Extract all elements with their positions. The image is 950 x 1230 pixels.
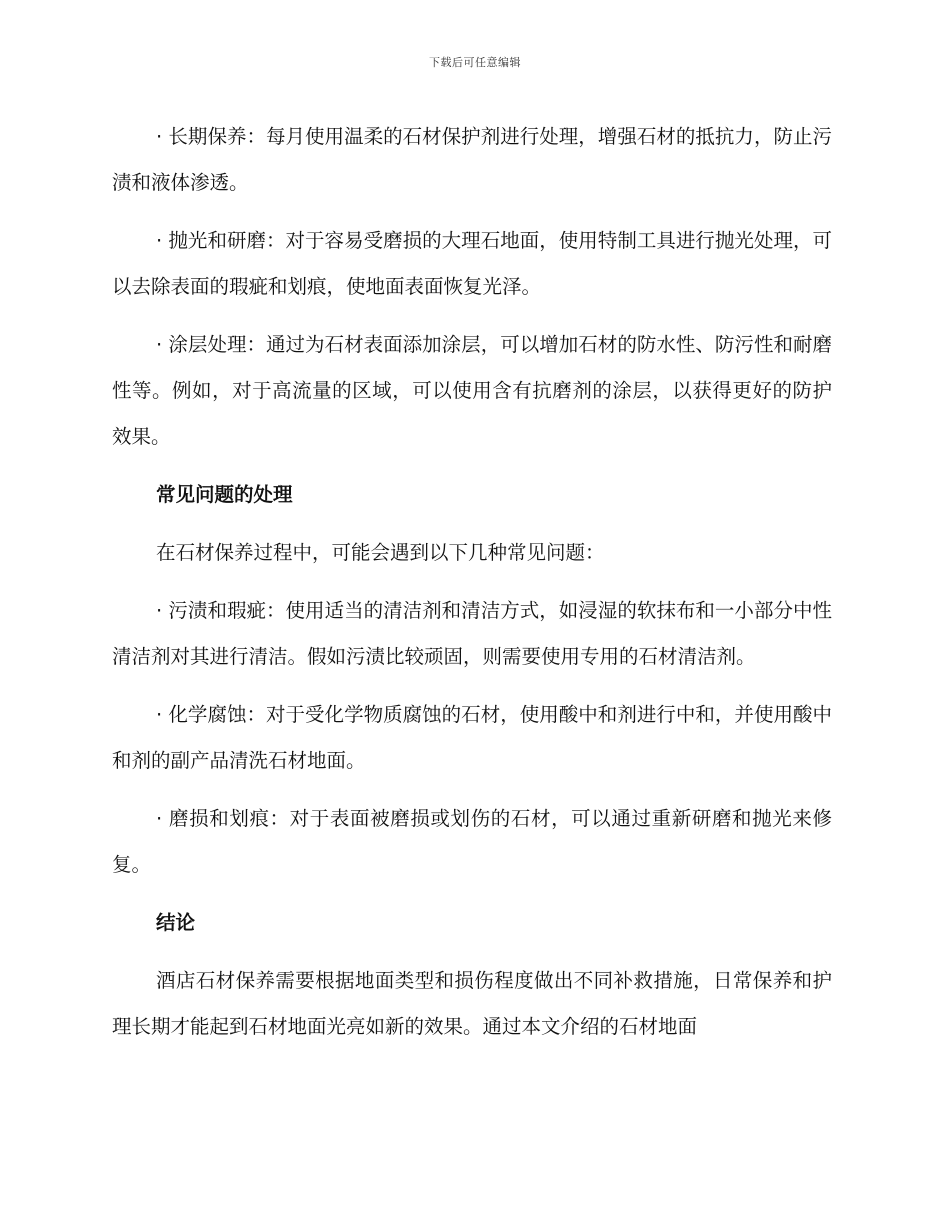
section-heading-common-problems: 常见问题的处理 [156, 483, 293, 506]
section-heading-conclusion: 结论 [156, 911, 196, 934]
paragraph-conclusion: 酒店石材保养需要根据地面类型和损伤程度做出不同补救措施，日常保养和护理长期才能起到石材地面光亮如新的效果。通过本文介绍的石材地面 [112, 969, 832, 1038]
paragraph-stains-blemishes: · 污渍和瑕疵：使用适当的清洁剂和清洁方式，如浸湿的软抹布和一小部分中性清洁剂对其进行清洁。假如污渍比较顽固，则需要使用专用的石材清洁剂。 [112, 599, 832, 668]
paragraph-wear-scratches: · 磨损和划痕：对于表面被磨损或划伤的石材，可以通过重新研磨和抛光来修复。 [112, 807, 832, 876]
paragraph-polishing-grinding: · 抛光和研磨：对于容易受磨损的大理石地面，使用特制工具进行抛光处理，可以去除表面的瑕疵和划痕，使地面表面恢复光泽。 [112, 229, 832, 298]
paragraph-chemical-corrosion: · 化学腐蚀：对于受化学物质腐蚀的石材，使用酸中和剂进行中和，并使用酸中和剂的副产品清洗石材地面。 [112, 703, 832, 772]
paragraph-long-term-maintenance: · 长期保养：每月使用温柔的石材保护剂进行处理，增强石材的抵抗力，防止污渍和液体渗透。 [112, 125, 832, 194]
document-body [112, 114, 832, 1062]
paragraph-problems-intro: 在石材保养过程中，可能会遇到以下几种常见问题： [156, 541, 605, 564]
paragraph-coating-treatment: · 涂层处理：通过为石材表面添加涂层，可以增加石材的防水性、防污性和耐磨性等。例如，对于高流量的区域，可以使用含有抗磨剂的涂层，以获得更好的防护效果。 [112, 333, 832, 448]
page-header: 下载后可任意编辑 [429, 56, 521, 69]
